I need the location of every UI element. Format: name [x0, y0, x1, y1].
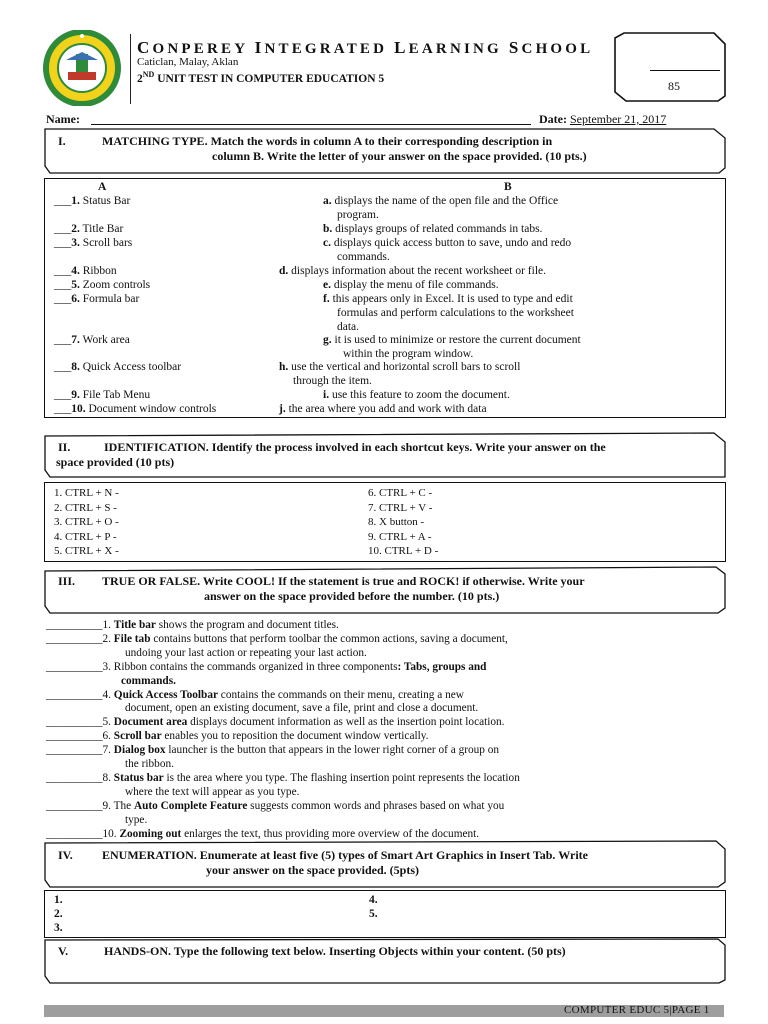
tf-item-continuation: where the text will appear as you type. [125, 785, 300, 798]
column-a-item [54, 222, 123, 236]
item-text: enables you to reposition the document window vertically. [161, 730, 429, 743]
item-text: use this feature to zoom the document. [329, 389, 510, 401]
item-text: contains the commands on their menu, creating a new [217, 688, 464, 701]
item-keyword: File tab [113, 632, 151, 645]
column-b-item-continuation: program. [337, 209, 379, 221]
shortcut-item: 7. CTRL + V - [368, 501, 433, 514]
column-a-item [54, 264, 117, 278]
item-text: display the menu of file commands. [330, 279, 499, 291]
section-3-banner [44, 566, 726, 614]
item-text: enlarges the text, thus providing more overview of the document. [181, 827, 480, 840]
test-title: 2ND UNIT TEST IN COMPUTER EDUCATION 5 [137, 70, 385, 85]
item-keyword: Quick Access Toolbar [113, 688, 218, 701]
section-1-banner [44, 128, 726, 174]
item-number: 7. [102, 744, 114, 757]
answer-blank: __________ [46, 827, 103, 840]
item-text: Status Bar [79, 195, 131, 207]
column-a-item [54, 333, 130, 347]
school-name [137, 38, 593, 58]
column-a-item [54, 292, 139, 306]
item-text: this appears only in Excel. It is used to type and edit [329, 293, 573, 305]
item-text: displays document information as well as the insertion point location. [187, 716, 505, 729]
section-3-title-line1: TRUE OR FALSE. Write COOL! If the statement is true and ROCK! if otherwise. Write your [102, 574, 585, 588]
item-letter: c. [323, 237, 331, 249]
enumeration-blank: 4. [369, 894, 378, 906]
answer-blank: ___ [54, 223, 72, 235]
answer-blank: ___ [54, 293, 72, 305]
answer-blank: ___ [54, 389, 72, 401]
answer-blank: ___ [54, 334, 72, 346]
item-number: 7. [71, 334, 80, 346]
section-5-title-line1: HANDS-ON. Type the following text below. Inserting Objects within your content. (50 pts) [104, 944, 566, 958]
section-5-number: V. [58, 944, 69, 958]
section-1-number: I. [58, 134, 66, 148]
item-number: 8. [102, 771, 114, 784]
item-text: displays the name of the open file and the Office [331, 195, 559, 207]
answer-blank: ___ [54, 279, 72, 291]
tf-item [46, 618, 339, 632]
item-text: displays groups of related commands in tabs. [332, 223, 543, 235]
column-a-item [54, 194, 130, 208]
shortcut-item: 3. CTRL + O - [54, 516, 119, 528]
item-letter: a. [323, 195, 332, 207]
item-number: 1. [71, 195, 80, 207]
tf-item-continuation: document, open an existing document, save a file, print and close a document. [125, 702, 479, 715]
column-b-item-continuation: commands. [337, 251, 390, 263]
shortcut-item: 5. CTRL + X - [54, 545, 119, 557]
answer-blank: __________ [46, 799, 103, 812]
column-b-item-continuation: within the program window. [343, 348, 474, 360]
item-letter: b. [323, 223, 333, 235]
tf-item-continuation: commands. [121, 674, 176, 687]
item-keyword: Scroll bar [113, 730, 162, 743]
column-b-item [323, 236, 571, 250]
section-2-number: II. [58, 440, 71, 454]
answer-blank: __________ [46, 688, 103, 701]
item-text: suggests common words and phrases based on what you [247, 799, 505, 812]
item-keyword: Title bar [113, 619, 156, 631]
item-letter: j. [279, 403, 286, 415]
answer-blank: ___ [54, 265, 72, 277]
answer-blank: __________ [46, 771, 103, 784]
item-letter: g. [323, 334, 332, 346]
item-text: Title Bar [79, 223, 124, 235]
item-text: displays information about the recent worksheet or file. [288, 265, 546, 277]
item-number: 4. [102, 688, 114, 701]
school-name-word-4: SCHOOL [508, 38, 594, 57]
column-a-item [54, 236, 132, 250]
section-2-title-line1: IDENTIFICATION. Identify the process involved in each shortcut keys. Write your answer on the [104, 440, 606, 454]
tf-item-continuation: the ribbon. [125, 758, 174, 770]
shortcut-item: 9. CTRL + A - [368, 530, 432, 543]
school-seal [36, 30, 128, 106]
name-label: Name: [46, 112, 80, 126]
item-text: Zoom controls [79, 279, 151, 291]
name-field[interactable] [91, 124, 531, 125]
enumeration-blank: 3. [54, 922, 63, 934]
tf-item-continuation: type. [125, 813, 148, 826]
score-value: 85 [668, 79, 680, 93]
tf-item [46, 632, 508, 646]
enumeration-blank: 1. [54, 894, 63, 906]
item-keyword: Status bar [113, 771, 164, 784]
section-5-banner [44, 938, 726, 984]
item-text: displays quick access button to save, undo and redo [330, 237, 572, 249]
school-address: Caticlan, Malay, Aklan [137, 56, 239, 68]
section-3-number: III. [58, 574, 76, 588]
item-text: Formula bar [79, 293, 140, 305]
column-b-item [323, 222, 542, 236]
score-underline [650, 70, 720, 71]
answer-blank: __________ [46, 619, 103, 631]
shortcut-item: 1. CTRL + N - [54, 487, 119, 499]
item-number: 5. [102, 716, 114, 729]
item-text: Quick Access toolbar [79, 361, 182, 373]
section-4-banner [44, 840, 726, 888]
school-name-word-2: INTEGRATED [254, 38, 388, 57]
tf-item [46, 729, 428, 743]
item-keyword: Zooming out [119, 827, 182, 840]
item-letter: h. [279, 361, 289, 373]
item-keyword: : Tabs, groups and [397, 660, 487, 673]
section-2-banner [44, 432, 726, 478]
column-a-item [54, 388, 150, 402]
item-number: 6. [102, 730, 114, 743]
date-label: Date: [539, 112, 567, 126]
answer-blank: ___ [54, 237, 72, 249]
column-b-header: B [504, 181, 512, 193]
answer-blank: ___ [54, 195, 72, 207]
item-text: use the vertical and horizontal scroll bars to scroll [288, 361, 521, 373]
item-letter: f. [323, 293, 330, 305]
enumeration-blank: 2. [54, 908, 63, 920]
answer-blank: ___ [54, 361, 72, 373]
section-4-box [44, 890, 726, 938]
item-text: Document window controls [85, 403, 217, 415]
shortcut-item: 4. CTRL + P - [54, 530, 117, 543]
section-1-title-line1: MATCHING TYPE. Match the words in column A to their corresponding description in [102, 134, 553, 148]
item-number: 9. [71, 389, 80, 401]
column-b-item [323, 292, 573, 306]
answer-blank: __________ [46, 730, 103, 743]
item-text: shows the program and document titles. [155, 619, 339, 631]
item-keyword: Document area [113, 716, 188, 729]
item-number: 6. [71, 293, 80, 305]
item-text: the area where you add and work with data [285, 403, 487, 415]
item-keyword: Auto Complete Feature [133, 799, 248, 812]
item-number: 3. [71, 237, 80, 249]
tf-item [46, 799, 504, 813]
item-text: The [113, 799, 134, 812]
column-b-item [279, 360, 520, 374]
shortcut-item: 2. CTRL + S - [54, 501, 117, 514]
item-text: Ribbon [79, 265, 117, 277]
column-a-item [54, 360, 181, 374]
date-row [539, 112, 666, 127]
tf-item [46, 715, 505, 729]
item-number: 3. [102, 660, 114, 673]
section-2-title-line2: space provided (10 pts) [56, 455, 175, 469]
answer-blank: __________ [46, 660, 103, 673]
answer-blank: ___ [54, 403, 72, 415]
item-text: File Tab Menu [79, 389, 151, 401]
column-b-item-continuation: through the item. [293, 375, 372, 387]
column-b-item [323, 194, 558, 208]
item-number: 10. [71, 403, 86, 415]
date-value: September 21, 2017 [569, 112, 667, 126]
item-text: Scroll bars [79, 237, 133, 249]
column-b-item-continuation: formulas and perform calculations to the worksheet [337, 307, 574, 319]
item-number: 10. [102, 827, 120, 840]
answer-blank: __________ [46, 716, 103, 729]
item-number: 8. [71, 361, 80, 373]
column-b-item [323, 333, 581, 347]
column-b-item [323, 388, 510, 402]
school-name-word-3: LEARNING [394, 38, 502, 57]
section-3-title-line2: answer on the space provided before the number. (10 pts.) [204, 589, 500, 603]
item-number: 9. [102, 799, 114, 812]
column-a-item [54, 402, 216, 416]
section-1-title-line2: column B. Write the letter of your answer on the space provided. (10 pts.) [212, 149, 587, 163]
tf-item [46, 827, 479, 841]
item-keyword: Dialog box [113, 744, 166, 757]
item-letter: d. [279, 265, 289, 277]
column-b-item-continuation: data. [337, 321, 360, 333]
item-letter: i. [323, 389, 330, 401]
section-4-title-line1: ENUMERATION. Enumerate at least five (5) types of Smart Art Graphics in Insert Tab. Write [102, 848, 588, 862]
shortcut-item: 8. X button - [368, 516, 425, 528]
item-number: 4. [71, 265, 80, 277]
answer-blank: __________ [46, 632, 103, 645]
item-text: contains buttons that perform toolbar the common actions, saving a document, [150, 632, 508, 645]
section-4-number: IV. [58, 848, 73, 862]
tf-item [46, 660, 486, 674]
enumeration-blank: 5. [369, 908, 378, 920]
item-text: is the area where you type. The flashing insertion point represents the location [163, 771, 520, 784]
tf-item-continuation: undoing your last action or repeating your last action. [125, 646, 367, 659]
school-name-word-1: CONPEREY [137, 38, 248, 57]
item-number: 2. [71, 223, 80, 235]
item-text: it is used to minimize or restore the current document [331, 334, 581, 346]
header-divider [130, 34, 131, 104]
section-4-title-line2: your answer on the space provided. (5pts) [206, 863, 420, 877]
item-number: 5. [71, 279, 80, 291]
column-a-item [54, 278, 150, 292]
tf-item [46, 743, 499, 757]
item-number: 1. [102, 619, 114, 631]
column-b-item [279, 402, 487, 416]
tf-item [46, 771, 520, 785]
shortcut-item: 6. CTRL + C - [368, 487, 433, 499]
shortcut-item: 10. CTRL + D - [368, 545, 439, 557]
column-a-header: A [98, 181, 107, 193]
item-text: Work area [79, 334, 130, 346]
item-number: 2. [102, 632, 114, 645]
column-b-item [323, 278, 499, 292]
item-letter: e. [323, 279, 331, 291]
item-text: launcher is the button that appears in the lower right corner of a group on [165, 744, 500, 757]
tf-item [46, 688, 464, 702]
answer-blank: __________ [46, 744, 103, 757]
column-b-item [279, 264, 546, 278]
item-text: Ribbon contains the commands organized in three components [113, 660, 398, 673]
footer-page-label: COMPUTER EDUC 5|PAGE 1 [564, 1004, 710, 1016]
